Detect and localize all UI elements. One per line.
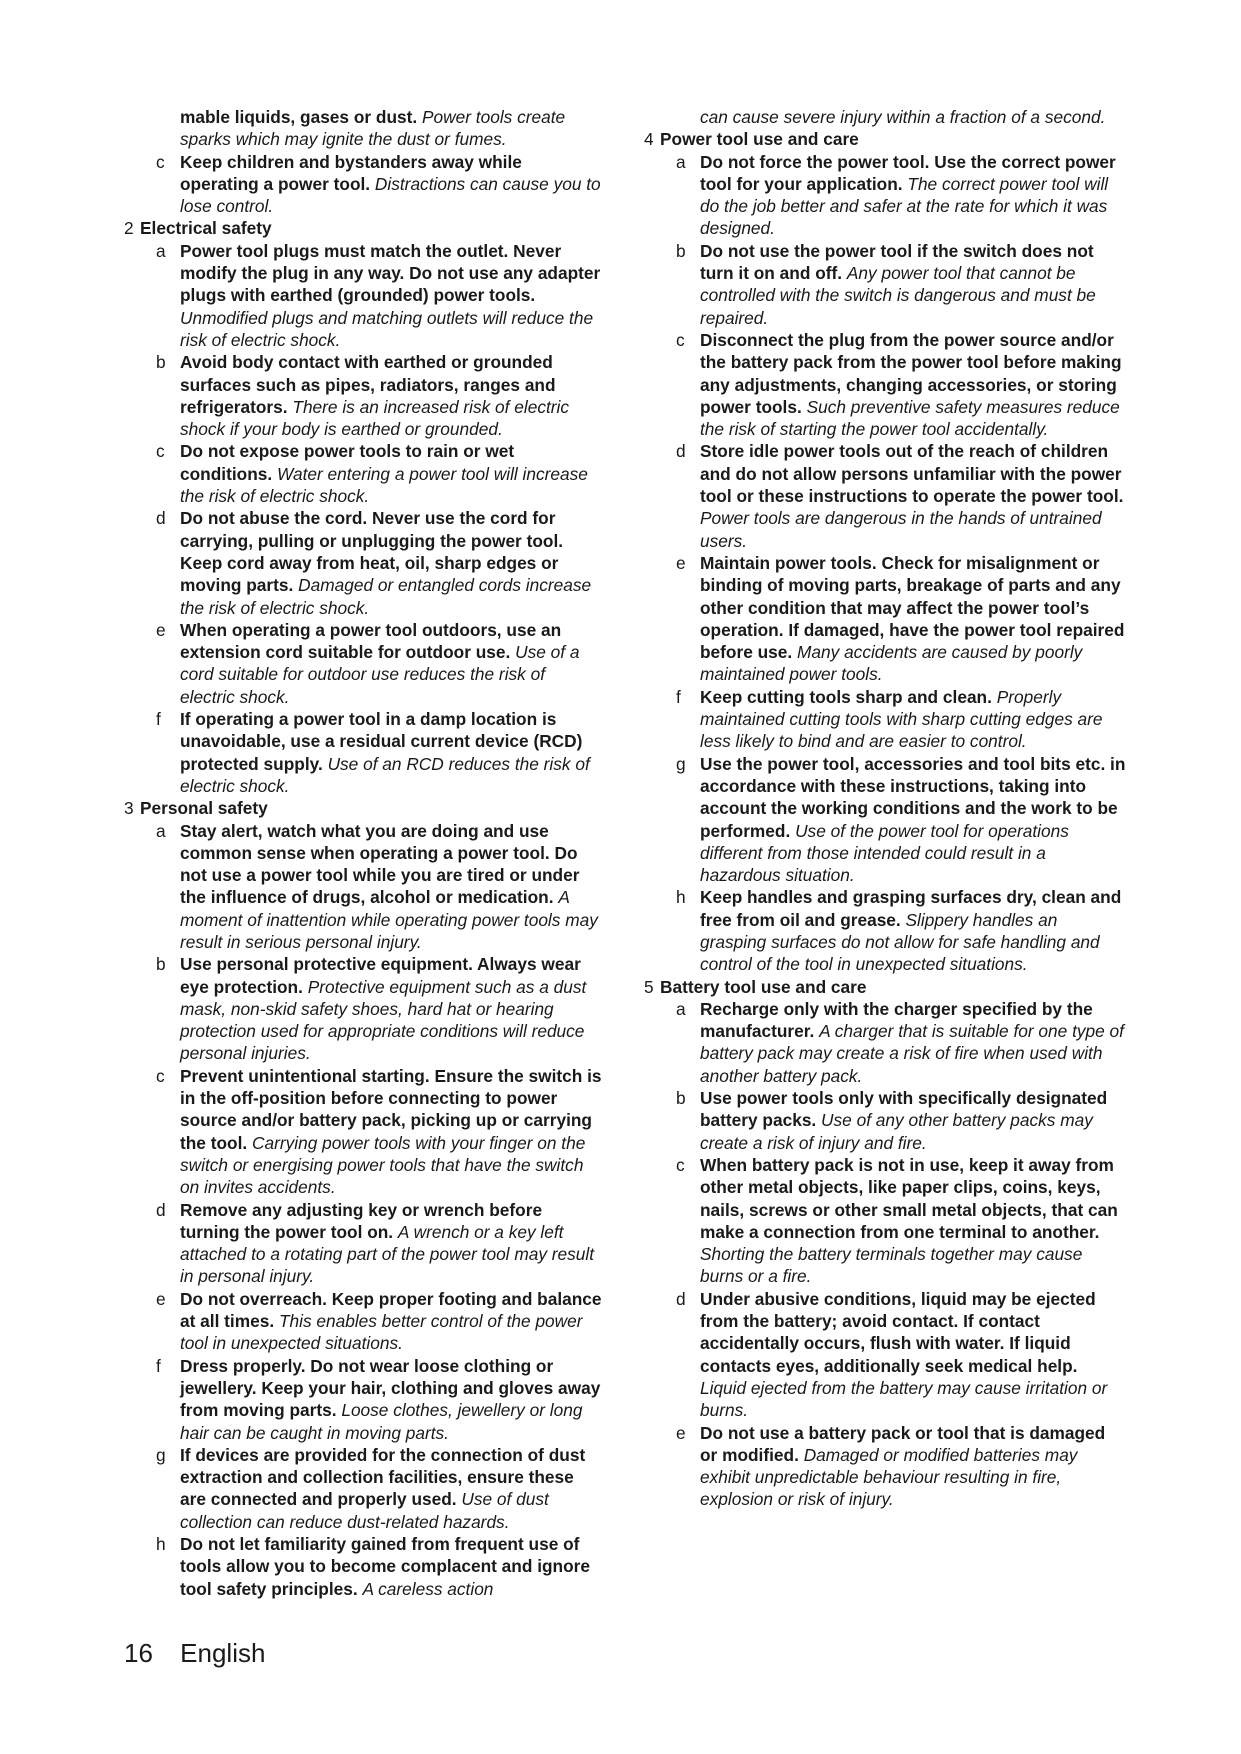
instruction-text: When operating a power tool outdoors, use an extension cord suitable for outdoor use. [180,619,562,663]
item-letter: f [156,709,161,730]
explanation-text: Liquid ejected from the battery may cause irritation or burns. [700,1377,1108,1421]
safety-instruction [124,1065,604,1199]
continued-text [644,106,1126,128]
instruction-text: Dress properly. Do not wear loose clothing or jewellery. Keep your hair, clothing and gloves away from moving parts. [180,1355,601,1421]
safety-instruction [124,708,604,797]
item-letter: a [156,240,166,261]
safety-instruction [124,1533,604,1600]
safety-instruction [124,820,604,954]
item-letter: d [156,508,166,529]
section-title: Personal safety [140,798,268,819]
section-number: 4 [644,129,654,150]
section-heading [644,128,1126,150]
explanation-text: A charger that is suitable for one type of battery pack may create a risk of fire when used with another battery pack. [700,1021,1124,1086]
item-letter: d [156,1199,166,1220]
item-letter: d [676,441,686,462]
explanation-text: A moment of inattention while operating power tools may result in serious personal injury. [180,887,598,952]
explanation-text: Slippery handles an grasping surfaces do not allow for safe handling and control of the tool in unexpected situations. [700,909,1100,975]
item-letter: b [156,352,166,373]
item-letter: c [156,151,165,172]
instruction-text: Do not use the power tool if the switch does not turn it on and off. [700,240,1094,284]
instruction-text: If operating a power tool in a damp location is unavoidable, use a residual current device (RCD) protected supply. [180,709,583,774]
explanation-text: Distractions can cause you to lose control. [180,173,601,217]
safety-instruction [644,1087,1126,1154]
safety-instruction [644,1288,1126,1422]
instruction-text: Power tool plugs must match the outlet. Never modify the plug in any way. Do not use any adapter plugs with earthed (grounded) power tools. [180,240,601,306]
item-letter: b [156,954,166,975]
explanation-text: Damaged or entangled cords increase the risk of electric shock. [180,575,592,618]
explanation-text: Protective equipment such as a dust mask, non-skid safety shoes, hard hat or hearing protection used for appropriate conditions will reduce personal injuries. [180,976,587,1064]
item-letter: g [156,1444,166,1465]
page-footer [124,1638,265,1668]
safety-instruction [644,1154,1126,1288]
explanation-text: A wrench or a key left attached to a rotating part of the power tool may result in personal injury. [180,1221,595,1287]
item-letter: g [676,753,686,774]
safety-instruction [124,151,604,218]
safety-instruction [644,886,1126,975]
explanation-text: Power tools are dangerous in the hands of untrained users. [700,508,1102,551]
section-heading [124,217,604,239]
section-number: 5 [644,976,654,997]
explanation-text: Loose clothes, jewellery or long hair can be caught in moving parts. [180,1400,583,1443]
item-letter: f [676,686,681,707]
item-letter: c [156,441,165,462]
safety-instruction [124,1288,604,1355]
instruction-text: Stay alert, watch what you are doing and use common sense when operating a power tool. Do not use a power tool while you are tired or under the influence of drugs, alcohol or medication. [180,820,580,908]
explanation-text: Use of an RCD reduces the risk of electric shock. [180,753,590,796]
safety-instruction [644,329,1126,440]
safety-instruction [644,686,1126,753]
instruction-text: Maintain power tools. Check for misalignment or binding of moving parts, breakage of parts and any other condition that may affect the power tool’s operation. If damaged, have the power tool repaired before use. [700,552,1125,663]
explanation-text: Many accidents are caused by poorly maintained power tools. [700,642,1083,685]
section-title: Power tool use and care [660,129,859,150]
item-letter: e [676,1422,686,1443]
page-number: 16 [124,1638,153,1668]
instruction-text: Remove any adjusting key or wrench before turning the power tool on. [180,1199,543,1242]
instruction-text: Do not let familiarity gained from frequent use of tools allow you to become complacent and ignore tool safety principles. [180,1534,591,1599]
instruction-text: Do not use a battery pack or tool that is damaged or modified. [700,1422,1106,1465]
right-column [644,106,1126,1511]
explanation-text: Any power tool that cannot be controlled with the switch is dangerous and must be repaired. [700,263,1096,328]
explanation-text: Properly maintained cutting tools with sharp cutting edges are less likely to bind and are easier to control. [700,686,1103,752]
instruction-text: Recharge only with the charger specified by the manufacturer. [700,998,1093,1042]
instruction-text: Do not abuse the cord. Never use the cord for carrying, pulling or unplugging the power tool. Keep cord away from heat, oil, sharp edges or moving parts. [180,508,564,596]
item-letter: f [156,1355,161,1376]
safety-instruction [124,351,604,440]
item-letter: c [676,329,685,350]
explanation-text: Use of any other battery packs may create a risk of injury and fire. [700,1110,1093,1153]
explanation-text: This enables better control of the power tool in unexpected situations. [180,1311,583,1354]
instruction-text: Disconnect the plug from the power source and/or the battery pack from the power tool before making any adjustments, changing accessories, or storing power tools. [700,329,1122,417]
safety-instruction [644,998,1126,1087]
explanation-text: can cause severe injury within a fraction of a second. [700,107,1106,127]
instruction-text: Under abusive conditions, liquid may be ejected from the battery; avoid contact. If contact accidentally occurs, flush with water. If liquid contacts eyes, additionally seek medical help. [700,1288,1096,1376]
instruction-text: Keep cutting tools sharp and clean. [700,686,992,707]
instruction-text: mable liquids, gases or dust. [180,107,418,127]
safety-instruction [124,1199,604,1288]
instruction-text: Keep handles and grasping surfaces dry, clean and free from oil and grease. [700,887,1122,930]
instruction-text: Store idle power tools out of the reach of children and do not allow persons unfamiliar with the power tool or these instructions to operate the power tool. [700,441,1124,507]
safety-instruction [644,151,1126,240]
continued-text [124,106,604,151]
explanation-text: There is an increased risk of electric shock if your body is earthed or grounded. [180,396,570,440]
instruction-text: Avoid body contact with earthed or grounded surfaces such as pipes, radiators, ranges and refrigerators. [180,352,556,417]
item-letter: b [676,1088,686,1109]
explanation-text: The correct power tool will do the job better and safer at the rate for which it was designed. [700,173,1109,239]
explanation-text: Use of a cord suitable for outdoor use reduces the risk of electric shock. [180,642,580,707]
item-letter: e [676,552,686,573]
explanation-text: Shorting the battery terminals together may cause burns or a fire. [700,1244,1083,1287]
instruction-text: Use personal protective equipment. Always wear eye protection. [180,954,581,997]
item-letter: e [156,619,166,640]
safety-instruction [644,440,1126,551]
explanation-text: Such preventive safety measures reduce the risk of starting the power tool accidentally. [700,396,1120,440]
item-letter: e [156,1288,166,1309]
instruction-text: Use power tools only with specifically designated battery packs. [700,1088,1108,1131]
instruction-text: Use the power tool, accessories and tool bits etc. in accordance with these instructions, taking into account the working conditions and the work to be performed. [700,753,1126,841]
item-letter: h [676,887,686,908]
safety-instruction [124,619,604,708]
item-letter: a [676,151,686,172]
item-letter: b [676,240,686,261]
section-number: 2 [124,218,134,239]
explanation-text: Water entering a power tool will increase the risk of electric shock. [180,463,588,507]
item-letter: a [676,998,686,1019]
section-number: 3 [124,798,134,819]
left-column [124,106,604,1600]
item-letter: h [156,1534,166,1554]
safety-instruction [644,552,1126,686]
explanation-text: Damaged or modified batteries may exhibit unpredictable behaviour resulting in fire, explosion or risk of injury. [700,1444,1078,1510]
instruction-text: If devices are provided for the connection of dust extraction and collection facilities, ensure these are connected and properly used. [180,1444,586,1510]
section-title: Battery tool use and care [660,976,867,997]
instruction-text: Do not expose power tools to rain or wet conditions. [180,441,515,484]
safety-instruction [124,1444,604,1533]
safety-instruction [124,953,604,1064]
explanation-text: Power tools create sparks which may ignite the dust or fumes. [180,107,566,150]
safety-instruction [644,240,1126,329]
instruction-text: Keep children and bystanders away while operating a power tool. [180,151,522,194]
item-letter: c [156,1065,165,1086]
footer-language: English [180,1638,266,1668]
instruction-text: Do not force the power tool. Use the correct power tool for your application. [700,151,1116,194]
item-letter: d [676,1288,686,1309]
explanation-text: Unmodified plugs and matching outlets will reduce the risk of electric shock. [180,307,594,350]
safety-instruction [124,240,604,351]
explanation-text: Use of the power tool for operations different from those intended could result in a hazardous situation. [700,820,1069,886]
instruction-text: When battery pack is not in use, keep it away from other metal objects, like paper clips, coins, keys, nails, screws or other small metal objects, that can make a connection from one terminal to another. [700,1154,1118,1242]
section-heading [124,797,604,819]
item-letter: c [676,1154,685,1175]
safety-instruction [124,440,604,507]
instruction-text: Do not overreach. Keep proper footing and balance at all times. [180,1288,602,1332]
safety-instruction [124,1355,604,1444]
explanation-text: A careless action [362,1578,494,1599]
section-title: Electrical safety [140,218,272,239]
safety-instruction [644,753,1126,887]
section-heading [644,976,1126,998]
safety-instruction [644,1422,1126,1511]
item-letter: a [156,820,166,841]
instruction-text: Prevent unintentional starting. Ensure the switch is in the off-position before connecting to power source and/or battery pack, picking up or carrying the tool. [180,1065,602,1153]
explanation-text: Use of dust collection can reduce dust-related hazards. [180,1489,549,1532]
explanation-text: Carrying power tools with your finger on the switch or energising power tools that have the switch on invites accidents. [180,1132,586,1198]
safety-instruction [124,507,604,618]
